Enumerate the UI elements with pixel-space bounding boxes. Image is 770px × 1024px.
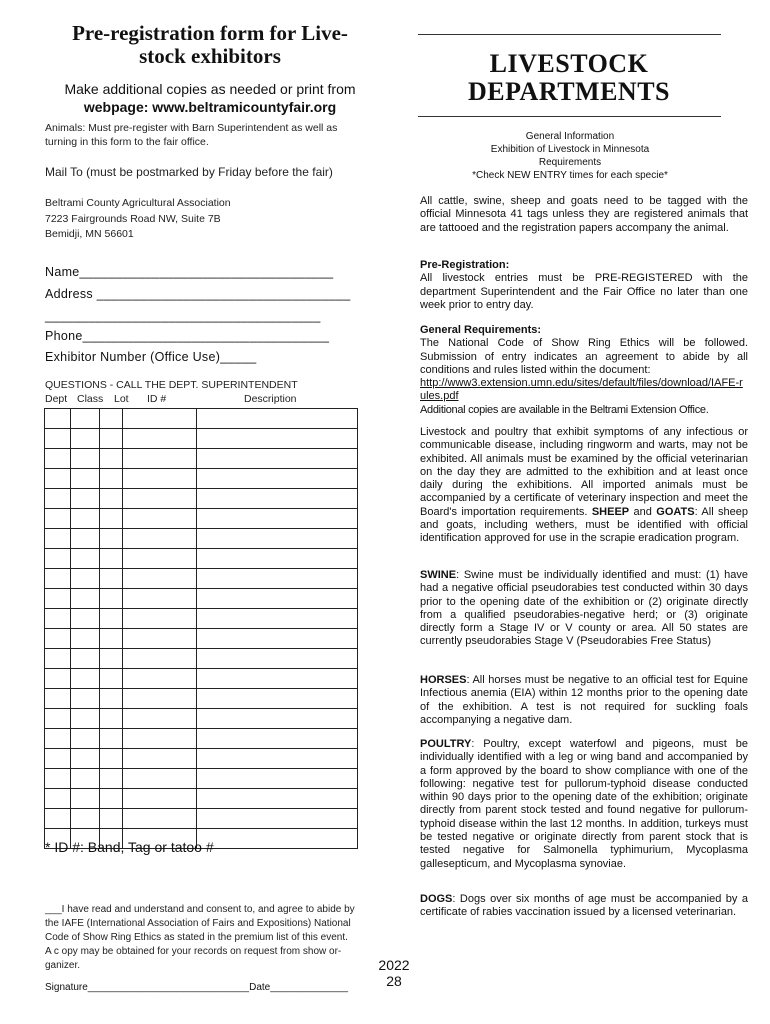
departments-title: LIVESTOCK DEPARTMENTS [467, 49, 670, 106]
table-cell[interactable] [45, 589, 71, 609]
swine-section: SWINE: Swine must be individually identified and must: (1) have had a negative official pseudorabies test conducted within 30 days prior to the opening date of the exhibition or (2) originate directly from a qualified pseudorabies-negative herd; or (3) originate directly form a Stage IV or V county or area. All 50 states are currently pseudorabies Stage V (Pseudorabies Free Status) [420, 569, 748, 648]
table-cell[interactable] [45, 549, 71, 569]
poultry-section: POULTRY: Poultry, except waterfowl and pigeons, must be individually identified with a leg or wing band and accompanied by a form approved by the board to show compliance with one of the following: negative test for pullorum-typhoid disease conducted within 90 days prior to the opening date of the exhibition; originate directly from parent stock tested and found negative for pullorum-typhoid disease within the last 12 months. In addition, turkeys must be tested negative or originate directly from parent stock that is tested negative for Salmonella typhimurium, Mycoplasma gallesepticum, and Mycoplasma synoviae. [420, 738, 748, 870]
signature-line[interactable]: Signature_____________________________Date______________ [45, 982, 349, 993]
col-class: Class [77, 393, 104, 405]
table-row[interactable] [45, 509, 358, 529]
table-cell[interactable] [71, 789, 99, 809]
table-cell[interactable] [71, 809, 99, 829]
table-cell[interactable] [71, 669, 99, 689]
preregistration-heading: Pre-Registration: [420, 259, 510, 271]
goats-heading: GOATS [656, 505, 695, 518]
table-row[interactable] [45, 569, 358, 589]
exhibitor-number-field[interactable]: Exhibitor Number (Office Use)_____ [45, 350, 257, 364]
table-cell[interactable] [197, 729, 358, 749]
table-cell[interactable] [71, 729, 99, 749]
table-cell[interactable] [197, 709, 358, 729]
table-cell[interactable] [99, 529, 123, 549]
table-cell[interactable] [71, 509, 99, 529]
id-note: * ID #: Band, Tag or tatoo # [45, 839, 214, 855]
mailing-address: Beltrami County Agricultural Association 7223 Fairgrounds Road NW, Suite 7B Bemidji, MN 56601 [45, 197, 231, 240]
table-row[interactable] [45, 469, 358, 489]
table-cell[interactable] [45, 449, 71, 469]
table-cell[interactable] [71, 649, 99, 669]
table-cell[interactable] [71, 549, 99, 569]
year: 2022 [378, 957, 410, 973]
table-cell[interactable] [123, 749, 197, 769]
table-row[interactable] [45, 529, 358, 549]
copies-note: Make additional copies as needed or print from webpage: www.beltramicountyfair.org [40, 80, 380, 116]
table-cell[interactable] [99, 409, 123, 429]
dogs-section: DOGS: Dogs over six months of age must be accompanied by a certificate of rabies vaccination issued by a licensed veterinarian. [420, 893, 748, 919]
table-cell[interactable] [123, 489, 197, 509]
table-cell[interactable] [45, 609, 71, 629]
table-cell[interactable] [71, 769, 99, 789]
table-cell[interactable] [123, 569, 197, 589]
table-cell[interactable] [197, 409, 358, 429]
entry-table[interactable] [44, 408, 358, 849]
table-cell[interactable] [71, 489, 99, 509]
col-dept: Dept [45, 393, 68, 405]
table-cell[interactable] [197, 529, 358, 549]
animals-note: Animals: Must pre-register with Barn Superintendent as well as turning in this form to the fair office. [45, 122, 338, 148]
table-cell[interactable] [45, 629, 71, 649]
table-row[interactable] [45, 769, 358, 789]
poultry-heading: POULTRY [420, 738, 472, 750]
table-cell[interactable] [123, 509, 197, 529]
table-row[interactable] [45, 409, 358, 429]
table-cell[interactable] [71, 569, 99, 589]
table-cell[interactable] [71, 689, 99, 709]
table-cell[interactable] [45, 649, 71, 669]
table-cell[interactable] [71, 469, 99, 489]
table-cell[interactable] [99, 709, 123, 729]
table-cell[interactable] [99, 469, 123, 489]
website-link: webpage: www.beltramicountyfair.org [83, 99, 337, 115]
general-information: General Information Exhibition of Livestock in Minnesota Requirements *Check NEW ENTRY times for each specie* [472, 131, 668, 181]
general-requirements-section: General Requirements: The National Code of Show Ring Ethics will be followed. Submission of entry indicates an agreement to abide by all conditions and rules listed within the document: http://www3.extension.umn.edu/sites/default/files/download/IAFE-rules.pdf Additional copies are available in the Beltrami Extension Office. [420, 324, 748, 416]
table-cell[interactable] [123, 689, 197, 709]
table-cell[interactable] [123, 589, 197, 609]
table-row[interactable] [45, 629, 358, 649]
table-cell[interactable] [123, 469, 197, 489]
table-cell[interactable] [197, 689, 358, 709]
table-header [45, 392, 360, 406]
table-cell[interactable] [45, 469, 71, 489]
table-cell[interactable] [99, 689, 123, 709]
table-row[interactable] [45, 649, 358, 669]
table-cell[interactable] [45, 749, 71, 769]
table-cell[interactable] [99, 669, 123, 689]
table-cell[interactable] [71, 609, 99, 629]
table-cell[interactable] [197, 489, 358, 509]
page-number: 28 [386, 973, 402, 989]
table-cell[interactable] [123, 669, 197, 689]
table-row[interactable] [45, 549, 358, 569]
consent-statement: ___I have read and understand and consent to, and agree to abide by the IAFE (International Association of Fairs and Expositions) National Code of Show Ring Ethics as stated in the premium list of this event. A c opy may be obtained for your records on request from show or- ganizer. [45, 904, 355, 971]
table-row[interactable] [45, 709, 358, 729]
col-id: ID # [147, 393, 167, 405]
table-cell[interactable] [45, 429, 71, 449]
table-cell[interactable] [45, 689, 71, 709]
tag-paragraph: All cattle, swine, sheep and goats need to be tagged with the official Minnesota 41 tags unless they are registered animals that are tattooed and the registration papers accompany the animal. [420, 195, 748, 234]
table-cell[interactable] [197, 509, 358, 529]
table-cell[interactable] [99, 449, 123, 469]
table-cell[interactable] [123, 429, 197, 449]
table-cell[interactable] [45, 809, 71, 829]
horses-heading: HORSES [420, 674, 467, 686]
swine-heading: SWINE [420, 569, 457, 581]
table-cell[interactable] [123, 809, 197, 829]
table-cell[interactable] [123, 549, 197, 569]
table-cell[interactable] [197, 449, 358, 469]
table-cell[interactable] [71, 429, 99, 449]
table-cell[interactable] [197, 789, 358, 809]
table-cell[interactable] [99, 729, 123, 749]
infectious-disease-section: Livestock and poultry that exhibit symptoms of any infectious or communicable disease, including ringworm and warts, may not be exhibited. All animals must be examined by the official veterinarian on the day they are admitted to the exhibition and at least once daily during the exhibitions. All imported animals must be accompanied by a certificate of veterinary inspection and meet the Board's importation requirements. SHEEP and GOATS: All sheep and goats, including wethers, must be identified with official identification approved for use in the scrapie eradication program. [420, 426, 749, 545]
general-requirements-heading: General Requirements: [420, 324, 542, 336]
table-cell[interactable] [99, 429, 123, 449]
table-cell[interactable] [99, 629, 123, 649]
table-cell[interactable] [197, 549, 358, 569]
table-cell[interactable] [99, 609, 123, 629]
address-field-2[interactable]: ______________________________________ [45, 309, 321, 323]
table-cell[interactable] [197, 649, 358, 669]
table-row[interactable] [45, 489, 358, 509]
table-cell[interactable] [197, 749, 358, 769]
table-row[interactable] [45, 609, 358, 629]
table-row[interactable] [45, 669, 358, 689]
table-cell[interactable] [45, 729, 71, 749]
mail-to: Mail To (must be postmarked by Friday before the fair) [45, 165, 333, 179]
table-cell[interactable] [123, 789, 197, 809]
table-cell[interactable] [197, 629, 358, 649]
table-cell[interactable] [71, 529, 99, 549]
address-field[interactable]: Address ___________________________________ [45, 287, 351, 301]
table-cell[interactable] [99, 489, 123, 509]
table-cell[interactable] [99, 549, 123, 569]
form-title: Pre-registration form for Live- stock exhibitors [72, 21, 348, 68]
questions-note: QUESTIONS - CALL THE DEPT. SUPERINTENDENT [45, 379, 298, 391]
rules-link[interactable]: http://www3.extension.umn.edu/sites/default/files/download/IAFE-rules.pdf [420, 377, 743, 403]
table-cell[interactable] [197, 829, 358, 849]
table-cell[interactable] [123, 729, 197, 749]
table-cell[interactable] [99, 749, 123, 769]
table-cell[interactable] [197, 809, 358, 829]
table-row[interactable] [45, 449, 358, 469]
sheep-heading: SHEEP [591, 505, 630, 518]
table-cell[interactable] [99, 569, 123, 589]
col-description: Description [244, 393, 297, 405]
horses-section: HORSES: All horses must be negative to an official test for Equine Infectious anemia (EIA) within 12 months prior to the opening date of the exhibition. A test is not required for suckling foals accompanying a negative dam. [420, 674, 748, 726]
table-cell[interactable] [71, 409, 99, 429]
table-cell[interactable] [99, 769, 123, 789]
table-cell[interactable] [45, 569, 71, 589]
table-cell[interactable] [45, 769, 71, 789]
preregistration-section: Pre-Registration: All livestock entries must be PRE-REGISTERED with the department Superintendent and the Fair Office no later than one week prior to entry day. [420, 259, 748, 311]
table-cell[interactable] [45, 709, 71, 729]
table-cell[interactable] [197, 469, 358, 489]
table-cell[interactable] [123, 709, 197, 729]
table-cell[interactable] [99, 509, 123, 529]
table-cell[interactable] [197, 609, 358, 629]
table-row[interactable] [45, 429, 358, 449]
col-lot: Lot [114, 393, 129, 405]
table-cell[interactable] [197, 589, 358, 609]
table-row[interactable] [45, 589, 358, 609]
table-cell[interactable] [123, 629, 197, 649]
dogs-heading: DOGS [420, 893, 453, 905]
table-cell[interactable] [123, 769, 197, 789]
name-field[interactable]: Name___________________________________ [45, 265, 334, 279]
table-cell[interactable] [123, 609, 197, 629]
table-cell[interactable] [71, 449, 99, 469]
table-cell[interactable] [45, 409, 71, 429]
table-cell[interactable] [45, 789, 71, 809]
table-cell[interactable] [197, 669, 358, 689]
table-cell[interactable] [197, 429, 358, 449]
table-cell[interactable] [45, 529, 71, 549]
table-row[interactable] [45, 749, 358, 769]
table-cell[interactable] [71, 629, 99, 649]
bottom-rule [418, 116, 721, 117]
table-row[interactable] [45, 689, 358, 709]
table-cell[interactable] [71, 589, 99, 609]
table-row[interactable] [45, 809, 358, 829]
table-cell[interactable] [45, 669, 71, 689]
table-row[interactable] [45, 789, 358, 809]
phone-field[interactable]: Phone__________________________________ [45, 329, 330, 343]
table-cell[interactable] [123, 529, 197, 549]
table-cell[interactable] [123, 649, 197, 669]
table-cell[interactable] [99, 789, 123, 809]
table-cell[interactable] [99, 809, 123, 829]
table-cell[interactable] [71, 749, 99, 769]
table-cell[interactable] [123, 409, 197, 429]
table-cell[interactable] [123, 449, 197, 469]
table-row[interactable] [45, 729, 358, 749]
page-footer [376, 957, 412, 989]
table-cell[interactable] [99, 589, 123, 609]
top-rule [418, 34, 721, 35]
table-cell[interactable] [45, 509, 71, 529]
table-cell[interactable] [197, 769, 358, 789]
table-cell[interactable] [71, 709, 99, 729]
table-cell[interactable] [99, 649, 123, 669]
table-cell[interactable] [197, 569, 358, 589]
table-cell[interactable] [45, 489, 71, 509]
